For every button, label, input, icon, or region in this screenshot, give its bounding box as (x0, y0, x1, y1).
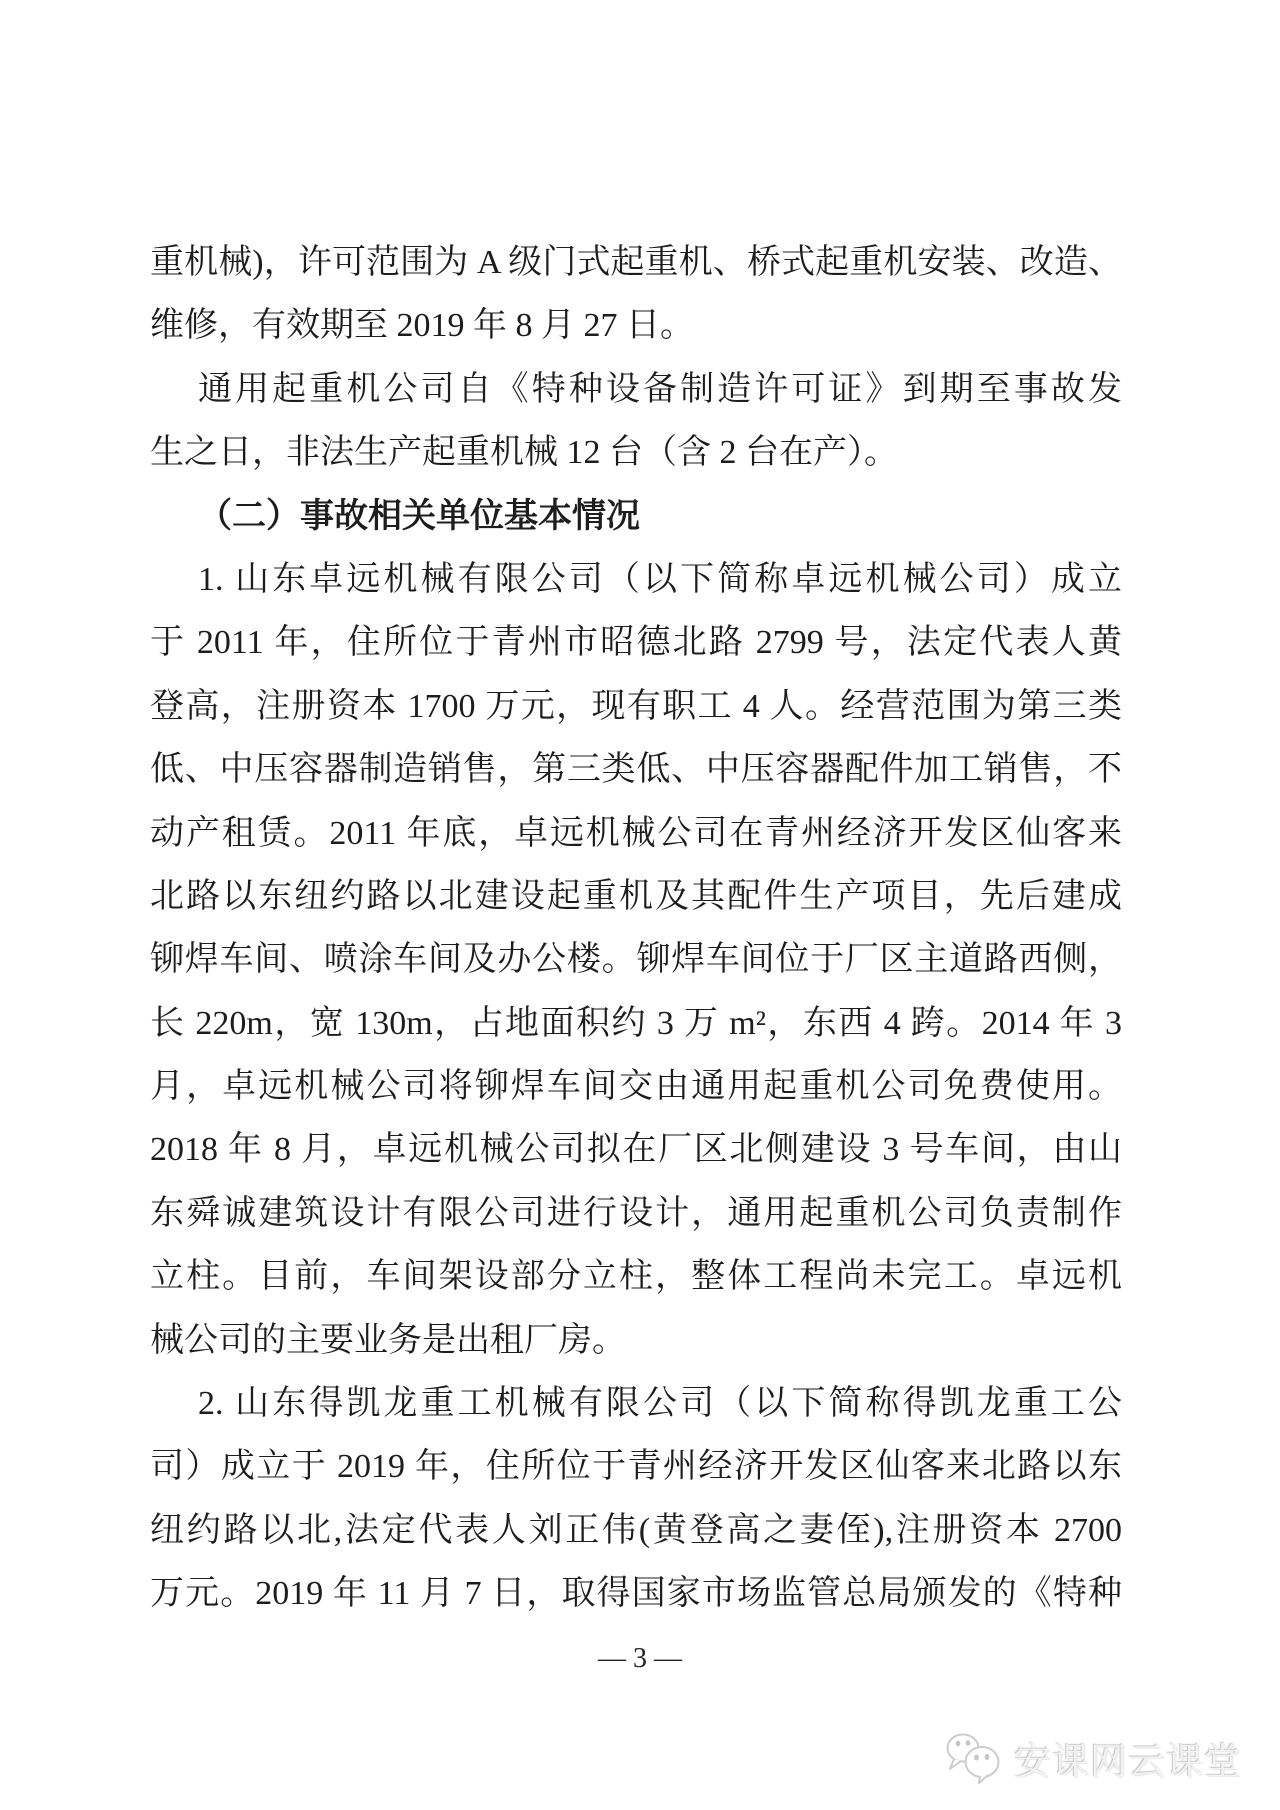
text-line: 铆焊车间、喷涂车间及办公楼。铆焊车间位于厂区主道路西侧， (150, 941, 1122, 979)
page-number: — 3 — (598, 1643, 682, 1674)
text-line: 重机械)，许可范围为 A 级门式起重机、桥式起重机安装、改造、 (150, 244, 1122, 281)
text-line: 东舜诚建筑设计有限公司进行设计，通用起重机公司负责制作 (150, 1194, 1122, 1232)
text-line: 纽约路以北,法定代表人刘正伟(黄登高之妻侄),注册资本 2700 (150, 1511, 1122, 1549)
text-line: 2. 山东得凯龙重工机械有限公司（以下简称得凯龙重工公 (198, 1385, 1122, 1423)
text-line: 立柱。目前，车间架设部分立柱，整体工程尚未完工。卓远机 (150, 1258, 1122, 1296)
text-line: 登高，注册资本 1700 万元，现有职工 4 人。经营范围为第三类 (150, 687, 1122, 725)
watermark (942, 1731, 1242, 1785)
page-footer (0, 1643, 1280, 1675)
text-line: 通用起重机公司自《特种设备制造许可证》到期至事故发 (198, 370, 1122, 408)
text-line: 司）成立于 2019 年，住所位于青州经济开发区仙客来北路以东 (150, 1448, 1122, 1486)
text-line: 万元。2019 年 11 月 7 日，取得国家市场监管总局颁发的《特种 (150, 1575, 1122, 1613)
text-line: 2018 年 8 月，卓远机械公司拟在厂区北侧建设 3 号车间，由山 (150, 1131, 1122, 1169)
text-line: 长 220m，宽 130m，占地面积约 3 万 m²，东西 4 跨。2014 年 3 (150, 1004, 1122, 1042)
section-heading: （二）事故相关单位基本情况 (198, 497, 640, 535)
text-line: 维修，有效期至 2019 年 8 月 27 日。 (150, 307, 694, 345)
text-line: 于 2011 年，住所位于青州市昭德北路 2799 号，法定代表人黄 (150, 624, 1122, 662)
text-line: 北路以东纽约路以北建设起重机及其配件生产项目，先后建成 (150, 877, 1122, 915)
chat-bubbles-icon (942, 1732, 1006, 1784)
text-line: 生之日，非法生产起重机械 12 台（含 2 台在产）。 (150, 434, 898, 472)
text-line: 械公司的主要业务是出租厂房。 (150, 1321, 626, 1359)
document-body (150, 231, 1122, 1626)
text-line: 低、中压容器制造销售，第三类低、中压容器配件加工销售，不 (150, 751, 1122, 789)
watermark-label: 安课网云课堂 (1014, 1742, 1242, 1783)
text-line: 1. 山东卓远机械有限公司（以下简称卓远机械公司）成立 (198, 560, 1122, 598)
text-line: 月，卓远机械公司将铆焊车间交由通用起重机公司免费使用。 (150, 1068, 1122, 1106)
text-line: 动产租赁。2011 年底，卓远机械公司在青州经济开发区仙客来 (150, 814, 1122, 852)
